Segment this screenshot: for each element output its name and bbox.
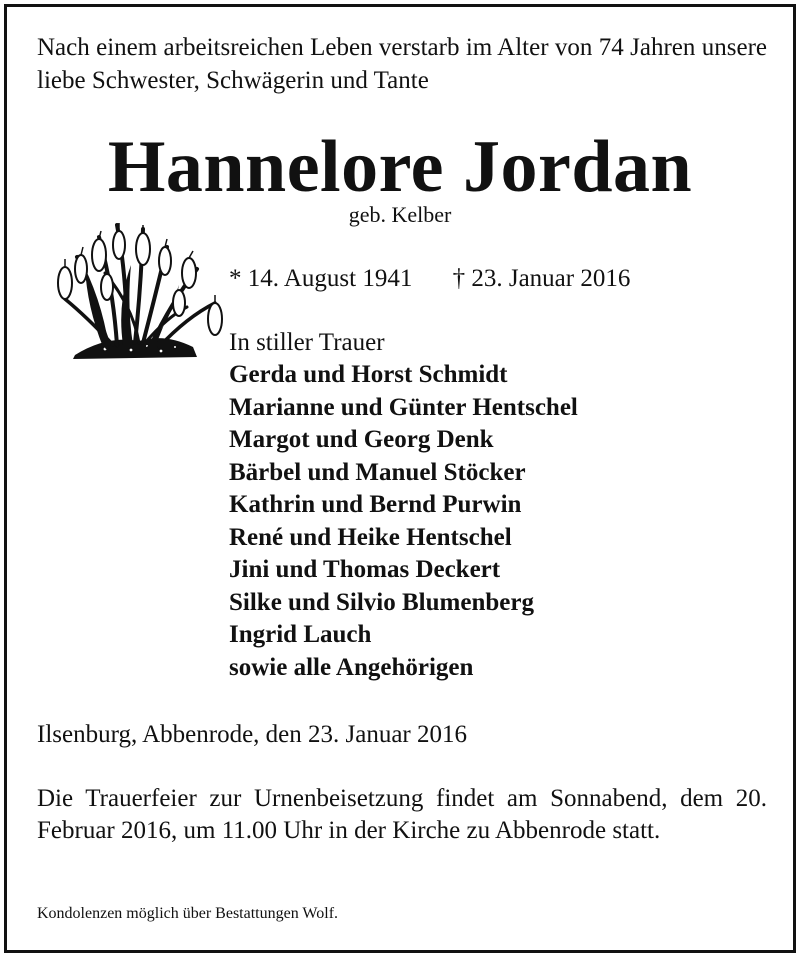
mourner-name: Bärbel und Manuel Stöcker [229, 458, 526, 486]
mourner-name: René und Heike Hentschel [229, 523, 512, 551]
mourner-name: Jini und Thomas Deckert [229, 556, 501, 583]
birth-name: geb. Kelber [348, 202, 452, 227]
intro-text: Nach einem arbeitsreichen Leben verstarb im Alter von 74 Jahren unsere liebe Schwester, Schwägerin und Tante [37, 34, 767, 94]
mourner-name: Ingrid Lauch [229, 621, 372, 648]
mourner-name: sowie alle Angehörigen [229, 653, 474, 681]
mourner-name: Marianne und Günter Hentschel [229, 393, 578, 421]
birth-date: * 14. August 1941 [229, 265, 413, 292]
snowdrop-flowers-icon [47, 207, 227, 362]
deceased-name: Hannelore Jordan [107, 126, 693, 208]
funeral-service-text: Die Trauerfeier zur Urnenbeisetzung findet am Sonnabend, dem 20. Februar 2016, um 11.00 Uhr in der Kirche zu Abbenrode statt. [37, 785, 767, 844]
mourner-name: Gerda und Horst Schmidt [229, 361, 508, 388]
mourners-list [229, 359, 578, 684]
death-date: † 23. Januar 2016 [452, 265, 631, 292]
place-date: Ilsenburg, Abbenrode, den 23. Januar 2016 [37, 721, 468, 748]
condolence-note: Kondolenzen möglich über Bestattungen Wolf. [37, 905, 339, 922]
obituary-notice [4, 4, 796, 953]
mourning-label: In stiller Trauer [229, 329, 385, 356]
mourner-name: Kathrin und Bernd Purwin [229, 491, 522, 518]
mourner-name: Margot und Georg Denk [229, 426, 494, 453]
mourner-name: Silke und Silvio Blumenberg [229, 588, 534, 616]
life-dates [229, 263, 630, 295]
